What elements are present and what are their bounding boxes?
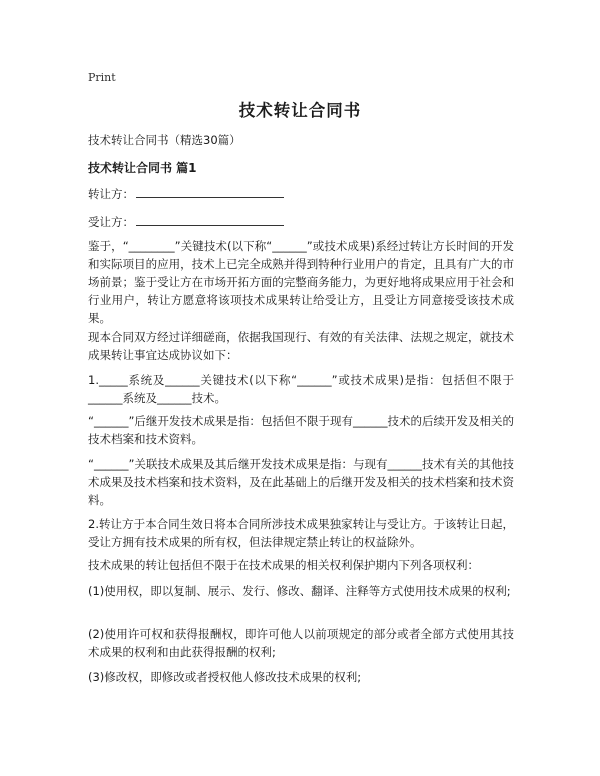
paragraph-right-license: (2)使用许可权和获得报酬权，即许可他人以前项规定的部分或者全部方式使用其技术成果的权利和由此获得报酬的权利; bbox=[88, 627, 514, 659]
transferor-row bbox=[88, 186, 284, 202]
transferee-row bbox=[88, 214, 284, 230]
transferee-label: 受让方： bbox=[88, 215, 134, 229]
paragraph-right-modify: (3)修改权，即修改或者授权他人修改技术成果的权利; bbox=[88, 670, 362, 684]
section-heading: 技术转让合同书 篇1 bbox=[88, 161, 197, 175]
paragraph-clause-1: 1._____系统及______关键技术(以下称“______”或技术成果)是指：包括但不限于______系统及______技术。 bbox=[88, 373, 514, 405]
paragraph-rights-intro: 技术成果的转让包括但不限于在技术成果的相关权利保护期内下列各项权利： bbox=[88, 558, 479, 572]
paragraph-clause-2: 2.转让方于本合同生效日将本合同所涉技术成果独家转让与受让方。于该转让日起，受让方拥有技术成果的所有权，但法律规定禁止转让的权益除外。 bbox=[88, 517, 514, 549]
paragraph-recital: 鉴于，“________”关键技术(以下称“______”或技术成果)系经过转让方长时间的开发和实际项目的应用，技术上已完全成熟并得到特种行业用户的肯定，且具有广大的市场前景；鉴于受让方在市场开拓方面的完整商务能力，为更好地将成果应用于社会和行业用户，转让方愿意将该项技术成果转让给受让方，且受让方同意接受该技术成果。 bbox=[88, 239, 514, 325]
transferor-label: 转让方： bbox=[88, 187, 134, 201]
transferor-blank bbox=[136, 186, 284, 198]
document-title: 技术转让合同书 bbox=[238, 101, 362, 120]
paragraph-related-tech: “______”关联技术成果及其后继开发技术成果是指：与现有______技术有关的其他技术成果及技术档案和技术资料，及在此基础上的后继开发及相关的技术档案和技术资料。 bbox=[88, 457, 514, 507]
document-subtitle: 技术转让合同书（精选30篇） bbox=[88, 133, 241, 147]
transferee-blank bbox=[136, 214, 284, 226]
print-link[interactable]: Print bbox=[88, 71, 116, 84]
paragraph-agreement-intro: 现本合同双方经过详细磋商，依据我国现行、有效的有关法律、法规之规定，就技术成果转让事宜达成协议如下： bbox=[88, 330, 514, 362]
paragraph-followup-tech: “______”后继开发技术成果是指：包括但不限于现有______技术的后续开发及相关的技术档案和技术资料。 bbox=[88, 414, 514, 446]
paragraph-right-use: (1)使用权，即以复制、展示、发行、修改、翻译、注释等方式使用技术成果的权利; bbox=[88, 584, 511, 598]
